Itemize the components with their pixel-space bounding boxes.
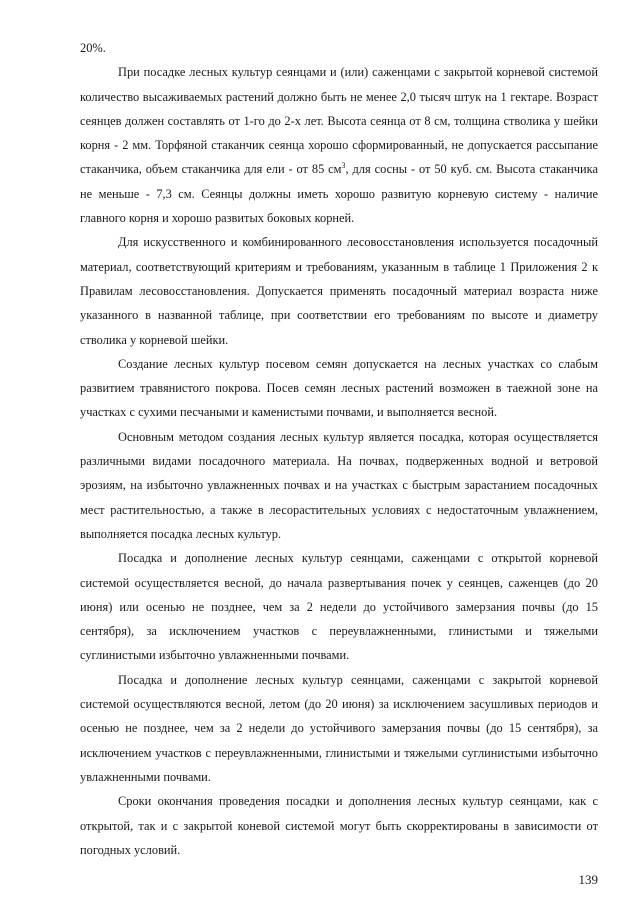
paragraph-text: Основным методом создания лесных культур является посадка, которая осуществляется различными видами посадочного материала. На почвах, подверженных водной и ветровой эрозиям, на избыточно увлажненных почвах и на участках с быстрым зарастанием посадочных мест растительностью, а также в лесорастительных условиях с недостаточным увлажнением, выполняется посадка лесных культур. (80, 429, 598, 541)
paragraph-text: Для искусственного и комбинированного лесовосстановления используется посадочный материал, соответствующий критериям и требованиям, указанным в таблице 1 Приложения 2 к Правилам лесовосстановления. Допускается применять посадочный материал возраста ниже указанного в названной таблице, при соответствии его требованиям по высоте и диаметру стволика у корневой шейки. (80, 235, 598, 347)
paragraph-continuation (80, 36, 598, 60)
superscript: 3 (341, 161, 346, 171)
paragraph-main-method (80, 425, 598, 546)
paragraph-text: Сроки окончания проведения посадки и дополнения лесных культур сеянцами, как с открытой, так и с закрытой коневой системой могут быть скорректированы в зависимости от погодных условий. (80, 794, 598, 857)
paragraph-text-tail: , для сосны - от 50 куб. см. Высота стаканчика не меньше - 7,3 см. Сеянцы должны иметь хорошо развитую корневую систему - наличие главного корня и хорошо развитых боковых корней. (80, 162, 598, 226)
paragraph-text: Посадка и дополнение лесных культур сеянцами, саженцами с закрытой корневой системой осуществляются весной, летом (до 20 июня) за исключением засушливых периодов и осенью не позднее, чем за 2 недели до устойчивого замерзания почвы (до 15 сентября), за исключением участков с переувлажненными, глинистыми и тяжелыми суглинистыми избыточно увлажненными почвами. (80, 672, 598, 784)
paragraph-seed-sowing (80, 352, 598, 425)
paragraph-text: Посадка и дополнение лесных культур сеянцами, саженцами с открытой корневой системой осуществляется весной, до начала развертывания почек у сеянцев, саженцев (до 20 июня) или осенью не позднее, чем за 2 недели до устойчивого замерзания почвы (до 15 сентября), за исключением участков с переувлажненными, глинистыми и тяжелыми суглинистыми избыточно увлажненными почвами. (80, 551, 598, 663)
paragraph-closed-root-timing (80, 668, 598, 789)
paragraph-open-root-timing (80, 546, 598, 667)
paragraph-text: При посадке лесных культур сеянцами и (или) саженцами с закрытой корневой системой количество высаживаемых растений должно быть не менее 2,0 тысяч штук на 1 гектаре. Возраст сеянцев должен составлять от 1-го до 2-х лет. Высота сеянца от 8 см, толщина стволика у шейки корня - 2 мм. Торфяной стаканчик сеянца хорошо сформированный, не допускается рассыпание стаканчика, объем стаканчика для ели - от 85 см (80, 65, 598, 177)
paragraph-text: Создание лесных культур посевом семян допускается на лесных участках со слабым развитием травянистого покрова. Посев семян лесных растений возможен в таежной зоне на участках с сухими песчаными и каменистыми почвами, и выполняется весной. (80, 356, 598, 420)
body-text (80, 36, 598, 862)
paragraph-deadline-adjustment (80, 789, 598, 862)
page-number: 139 (578, 872, 598, 887)
paragraph-closed-root-planting (80, 60, 598, 230)
paragraph-planting-material (80, 230, 598, 351)
paragraph-text: 20%. (80, 41, 106, 55)
